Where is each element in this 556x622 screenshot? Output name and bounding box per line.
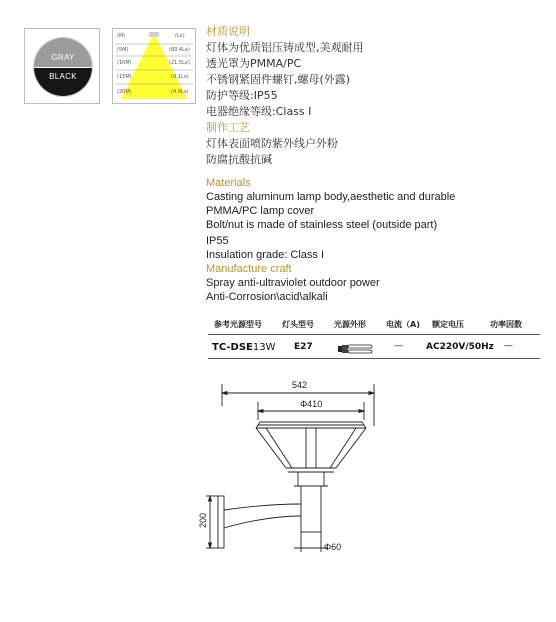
swatch-divider [34,67,92,68]
overall-width-label: 542 [292,380,308,390]
spec-model-bold: TC-DSE [212,342,253,353]
light-distribution-graphic [113,29,195,103]
spec-header: 灯头型号 [282,320,314,329]
zh-line: 透光罩为PMMA/PC [206,57,302,70]
height-label: 200 [198,512,208,528]
spec-model [212,342,276,353]
en-line: Bolt/nut is made of stainless steel (outside part) [206,219,438,231]
spec-rule [208,358,540,359]
shade-edge [336,428,366,468]
lux-row-right: (9.1Lx) [171,74,189,80]
arrow-icon [359,410,364,413]
english-description [206,176,455,304]
spec-power-factor: — [504,341,513,351]
zh-line: 电器绝缘等级:Class Ⅰ [206,105,312,118]
arrow-icon [369,392,374,395]
spec-header-row [208,316,540,334]
spec-header: 功率因数 [490,320,522,329]
spec-data-row [208,334,540,358]
arrow-icon [258,410,263,413]
lux-row-right: (4.9Lx) [171,89,189,95]
lux-row-left: (5M) [117,47,129,53]
shade-rib [266,428,292,468]
spec-table [208,316,540,358]
en-line: Anti-Corrosion\acid\alkali [206,291,328,303]
shade-edge [256,428,286,468]
lux-header-left: (M) [117,33,126,39]
arrow-icon [209,543,212,548]
pipe-diameter-label: Φ60 [324,542,342,552]
black-label: BLACK [49,72,77,81]
spec-header: 参考光源型号 [214,320,262,329]
spec-header: 额定电压 [432,320,464,329]
lux-row-right: (83.4Lx) [169,47,190,53]
shade-rib [330,428,356,468]
en-line: PMMA/PC lamp cover [206,205,315,217]
arrow-icon [222,392,227,395]
zh-materials-title: 材质说明 [206,25,250,38]
pole [301,486,321,532]
spec-header: 光源外形 [334,320,366,329]
zh-line: 灯体为优质铝压铸成型,美观耐用 [206,41,364,54]
cfl-lamp-icon [338,340,374,359]
arm-top [224,504,301,510]
spec-voltage: AC220V/50Hz [426,342,494,352]
arrow-icon [209,496,212,501]
en-line: Insulation grade: Class I [206,249,325,261]
color-swatch-card [24,28,100,104]
zh-line: 防腐抗酸抗碱 [206,153,272,166]
zh-craft-title: 制作工艺 [206,121,250,134]
lux-row-left: (10M) [117,60,132,66]
lux-row-left: (20M) [117,89,132,95]
en-line: IP55 [206,235,229,247]
color-swatch-circle [33,37,93,97]
en-line: Spray anti-ultraviolet outdoor power [206,277,380,289]
lamp-icon [149,32,159,37]
chinese-description [206,24,364,168]
zh-line: 不锈钢紧固件螺钉,螺母(外露) [206,73,351,86]
wall-plate [218,496,224,548]
spec-model-power: 13W [252,342,276,353]
spec-lamp-base: E27 [294,342,313,352]
zh-line: 灯体表面喷防紫外线户外粉 [206,137,338,150]
zh-line: 防护等级:IP55 [206,89,278,102]
lux-row-right: (21.5Lx) [169,60,190,66]
spec-current: — [394,341,403,351]
arm-bottom [224,516,301,528]
lux-header-right: (Lx) [175,33,185,39]
en-materials-title: Materials [206,177,251,189]
technical-drawing [196,376,386,586]
en-line: Casting aluminum lamp body,aesthetic and durable [206,191,456,203]
diameter-label: Φ410 [300,399,323,409]
spec-header: 电流（A) [386,320,420,329]
light-distribution-card [112,28,196,104]
lux-row-left: (15M) [117,74,132,80]
en-craft-title: Manufacture craft [206,263,292,275]
gray-label: GRAY [51,53,75,62]
